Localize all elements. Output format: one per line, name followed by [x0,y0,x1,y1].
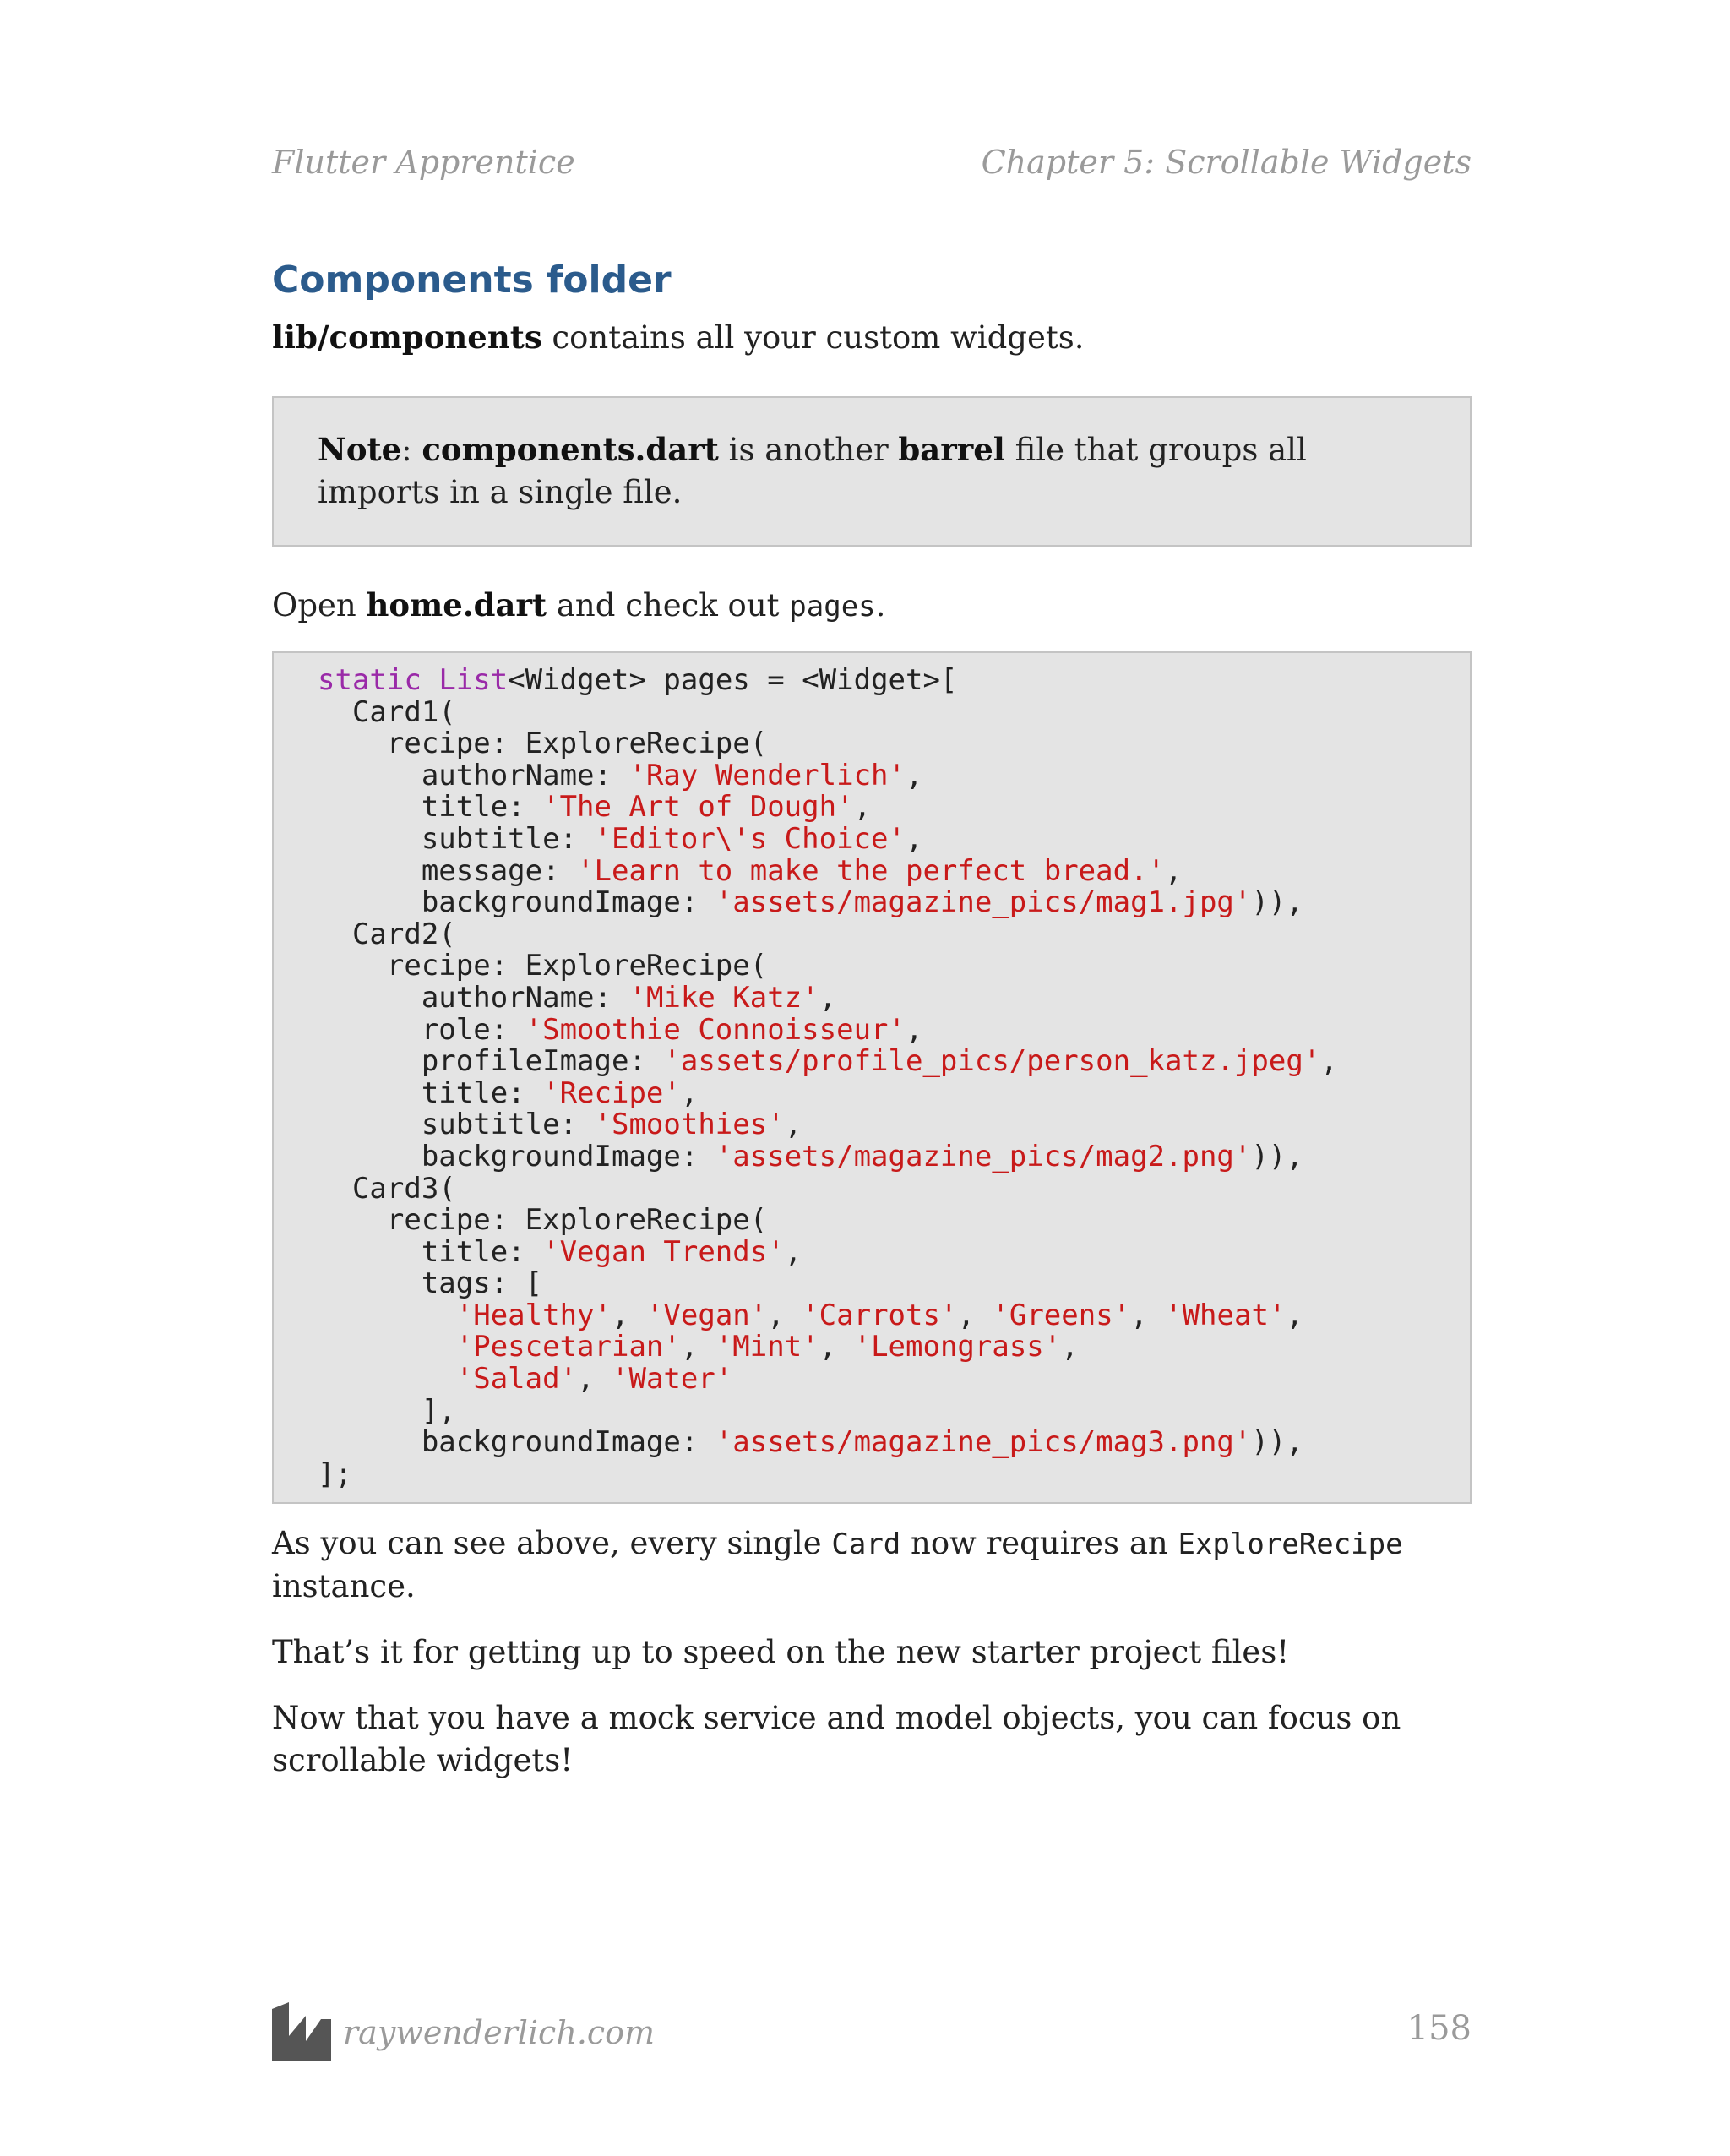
code-line [318,1362,732,1396]
code-text: , [1130,1298,1166,1332]
code-text: , [905,758,923,792]
code-text: recipe: ExploreRecipe( [318,1203,768,1238]
note-barrel: barrel [898,431,1005,468]
code-text: backgroundImage: [318,1139,715,1173]
note-file: components.dart [422,431,719,468]
starter-project-paragraph: That’s it for getting up to speed on the new starter project files! [272,1634,1290,1671]
code-line [318,822,922,856]
open-code: pages [789,590,876,623]
code-text: , [784,1108,802,1142]
code-text: , [767,1298,802,1332]
code-string: 'Ray Wenderlich' [628,758,906,792]
after-code-card: Card [831,1527,901,1562]
code-text: title: [318,790,543,825]
code-line [318,1013,922,1047]
code-text: )), [1251,1139,1303,1173]
open-paragraph [272,584,1472,628]
code-line [318,759,922,792]
code-string: 'assets/profile_pics/person_katz.jpeg' [663,1044,1321,1079]
code-text: <Widget> pages = <Widget>[ [508,663,958,697]
open-pre: Open [272,587,367,623]
code-text: ], [318,1393,456,1428]
code-line [318,1298,1303,1332]
code-line [318,1425,1303,1459]
code-string: 'Carrots' [802,1298,958,1332]
code-string: 'Learn to make the perfect bread.' [577,853,1166,888]
code-string: 'Smoothies' [594,1108,785,1142]
code-text: backgroundImage: [318,1425,715,1460]
code-string: 'assets/magazine_pics/mag3.png' [715,1425,1252,1460]
code-line [318,1044,1338,1078]
code-text: subtitle: [318,821,595,856]
code-text: ]; [318,1456,352,1491]
intro-folder-path: lib/components [272,318,542,356]
code-text: , [1286,1298,1303,1332]
code-block [272,651,1472,1504]
after-code-pre: As you can see above, every single [272,1525,832,1562]
code-string: 'Pescetarian' [455,1330,681,1364]
code-text: , [819,1330,854,1364]
code-line [318,1140,1303,1173]
code-line [318,1172,456,1206]
code-string: 'Healthy' [455,1298,612,1332]
code-string: 'Lemongrass' [853,1330,1062,1364]
code-text: Card1( [318,694,456,729]
running-header [272,144,1472,186]
note-label: Note [318,431,402,468]
code-content [318,665,1426,1490]
code-text: profileImage: [318,1044,664,1079]
code-text: title: [318,1075,543,1110]
code-string: 'Water' [612,1362,733,1396]
code-text [318,1362,456,1396]
code-line [318,663,957,697]
after-code-explore-recipe: ExploreRecipe [1178,1527,1403,1562]
code-text: Card3( [318,1171,456,1206]
code-string: 'assets/magazine_pics/mag2.png' [715,1139,1252,1173]
page-footer [272,2002,1472,2061]
code-line [318,1330,1079,1364]
after-code-paragraph [272,1522,1472,1608]
open-end: . [875,587,886,623]
code-text [318,1298,456,1332]
code-line [318,981,836,1015]
code-string: 'Mint' [715,1330,819,1364]
code-text: backgroundImage: [318,885,715,920]
after-code-mid: now requires an [900,1525,1178,1562]
code-line [318,1235,802,1269]
code-string: 'Editor\'s Choice' [594,821,906,856]
intro-paragraph [272,316,1472,359]
code-line [318,917,456,951]
raywenderlich-logo-icon [272,2002,331,2061]
book-title: Flutter Apprentice [272,144,575,181]
section-title: Components folder [272,259,672,302]
code-line [318,885,1303,919]
code-text: , [905,821,923,856]
code-string: 'Vegan' [645,1298,768,1332]
code-string: 'Vegan Trends' [542,1234,785,1269]
code-line [318,854,1183,888]
code-line [318,790,871,824]
code-line [318,1076,698,1110]
code-text: , [577,1362,612,1396]
code-text: , [1320,1044,1338,1079]
code-text: recipe: ExploreRecipe( [318,727,768,761]
code-text: recipe: ExploreRecipe( [318,949,768,983]
open-file: home.dart [366,586,547,623]
code-string: 'Salad' [455,1362,578,1396]
code-keyword: static [318,663,422,697]
code-string: 'Mike Katz' [628,980,819,1015]
code-line [318,1266,542,1300]
code-line [318,1108,802,1141]
code-text: , [905,1012,923,1047]
code-line [318,727,767,760]
code-string: 'assets/magazine_pics/mag1.jpg' [715,885,1252,920]
site-url: raywenderlich.com [343,2014,656,2051]
code-string: 'Recipe' [542,1075,681,1110]
intro-text: contains all your custom widgets. [541,319,1085,356]
code-text: , [957,1298,993,1332]
code-text: role: [318,1012,525,1047]
code-text [318,1330,456,1364]
code-string: 'The Art of Dough' [542,790,854,825]
code-text: , [819,980,837,1015]
code-text: Card2( [318,917,456,951]
code-line [318,949,767,983]
code-keyword: List [438,663,509,697]
code-string: 'Wheat' [1165,1298,1287,1332]
code-text: , [853,790,872,825]
code-text: message: [318,853,578,888]
code-line [318,695,456,729]
code-text: , [680,1075,699,1110]
after-code-end: instance. [272,1568,416,1605]
page-number: 158 [1406,2009,1472,2048]
note-mid: is another [718,432,899,468]
code-text: authorName: [318,980,629,1015]
code-string: 'Smoothie Connoisseur' [525,1012,906,1047]
code-text: authorName: [318,758,629,792]
code-text: , [680,1330,715,1364]
code-line [318,1394,456,1428]
page-content [272,253,1472,1782]
code-text: title: [318,1234,543,1269]
note-text [318,428,1426,514]
code-text: , [1061,1330,1079,1364]
code-text: , [612,1298,646,1332]
open-mid: and check out [547,587,790,623]
note-box [272,396,1472,547]
code-text: )), [1251,885,1303,920]
code-text [422,663,438,697]
code-text: tags: [ [318,1266,543,1301]
code-text: , [1165,853,1183,888]
code-text: subtitle: [318,1108,595,1142]
code-string: 'Greens' [992,1298,1131,1332]
chapter-title: Chapter 5: Scrollable Widgets [981,144,1472,181]
note-separator: : [401,432,422,468]
code-text: , [784,1234,802,1269]
code-line [318,1203,767,1237]
note-rest: file that groups all imports in a single file. [318,432,1307,510]
scrollable-widgets-paragraph: Now that you have a mock service and model objects, you can focus on scrollable widgets! [272,1700,1401,1779]
code-line [318,1457,352,1491]
code-text: )), [1251,1425,1303,1460]
